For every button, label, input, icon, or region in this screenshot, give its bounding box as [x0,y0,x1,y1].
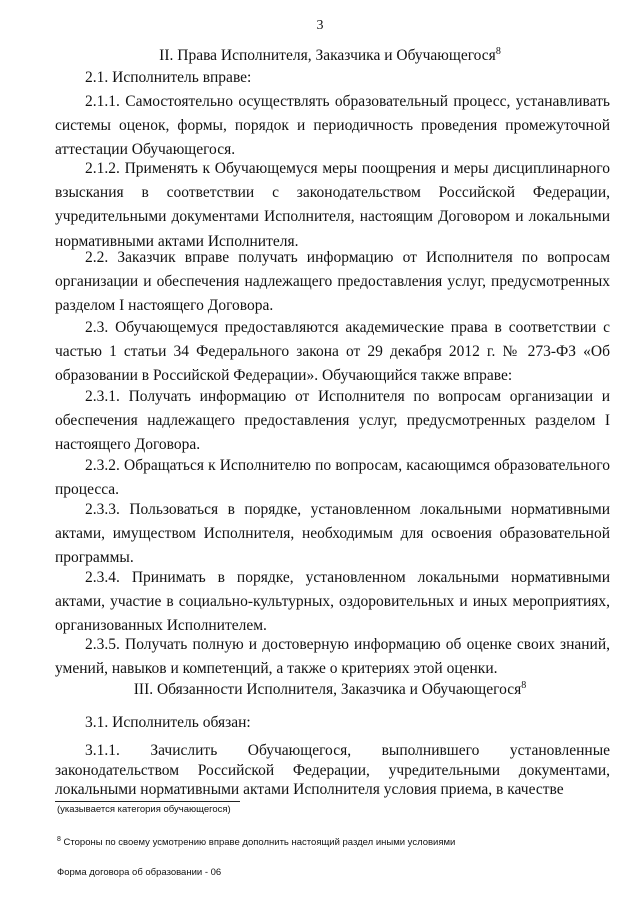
paragraph-3-1-1: 3.1.1. Зачислить Обучающегося, выполнившего установленные законодательством Российской Федерации, учредительными документами, локальными нормативными актами Исполнителя условия приема, в качестве [55,742,610,798]
footnote-8-text: Стороны по своему усмотрению вправе дополнить настоящий раздел иными условиями [63,837,456,848]
paragraph-2-3-2: 2.3.2. Обращаться к Исполнителю по вопросам, касающимся образовательного процесса. [55,457,610,499]
paragraph-2-3-4: 2.3.4. Принимать в порядке, установленном локальными нормативными актами, участие в социально-культурных, оздоровительных и иных мероприятиях, организованных Исполнителем. [55,569,610,635]
paragraph-2-3: 2.3. Обучающемуся предоставляются академические права в соответствии с частью 1 статьи 34 Федерального закона от 29 декабря 2012 г. № 273-ФЗ «Об образовании в Российской Федерации». Обучающийся также вправе: [55,319,610,385]
paragraph-2-1-1: 2.1.1. Самостоятельно осуществлять образовательный процесс, устанавливать системы оценок, формы, порядок и периодичность проведения промежуточной аттестации Обучающегося. [55,93,610,159]
footnote-separator [55,801,240,802]
paragraph-2-2: 2.2. Заказчик вправе получать информацию от Исполнителя по вопросам организации и обеспечения надлежащего предоставления услуг, предусмотренных разделом I настоящего Договора. [55,249,610,315]
section-2-footnote-ref: 8 [495,46,501,57]
footnote-8 [57,837,455,848]
form-label: Форма договора об образовании - 06 [57,867,222,878]
section-3-heading [50,680,610,700]
section-3-title: III. Обязанности Исполнителя, Заказчика и Обучающегося [133,681,522,698]
paragraph-2-3-1: 2.3.1. Получать информацию от Исполнителя по вопросам организации и обеспечения надлежащего предоставления услуг, предусмотренных разделом I настоящего Договора. [55,388,610,454]
paragraph-2-3-3: 2.3.3. Пользоваться в порядке, установленном локальными нормативными актами, имуществом Исполнителя, необходимым для освоения образовательной программы. [55,501,610,567]
page-number: 3 [316,18,324,33]
paragraph-2-1: 2.1. Исполнитель вправе: [85,69,252,86]
paragraph-2-3-5: 2.3.5. Получать полную и достоверную информацию об оценке своих знаний, умений, навыков и компетенций, а также о критериях этой оценки. [55,636,610,678]
category-hint: (указывается категория обучающегося) [57,804,231,815]
section-2-heading [50,46,610,66]
paragraph-2-1-2: 2.1.2. Применять к Обучающемуся меры поощрения и меры дисциплинарного взыскания в соответствии с законодательством Российской Федерации, учредительными документами Исполнителя, настоящим Договором и локальными нормативными актами Исполнителя. [55,160,610,250]
section-2-title: II. Права Исполнителя, Заказчика и Обучающегося [159,47,496,64]
section-3-footnote-ref: 8 [521,680,527,691]
footnote-8-number: 8 [57,836,61,843]
paragraph-3-1: 3.1. Исполнитель обязан: [85,714,251,731]
